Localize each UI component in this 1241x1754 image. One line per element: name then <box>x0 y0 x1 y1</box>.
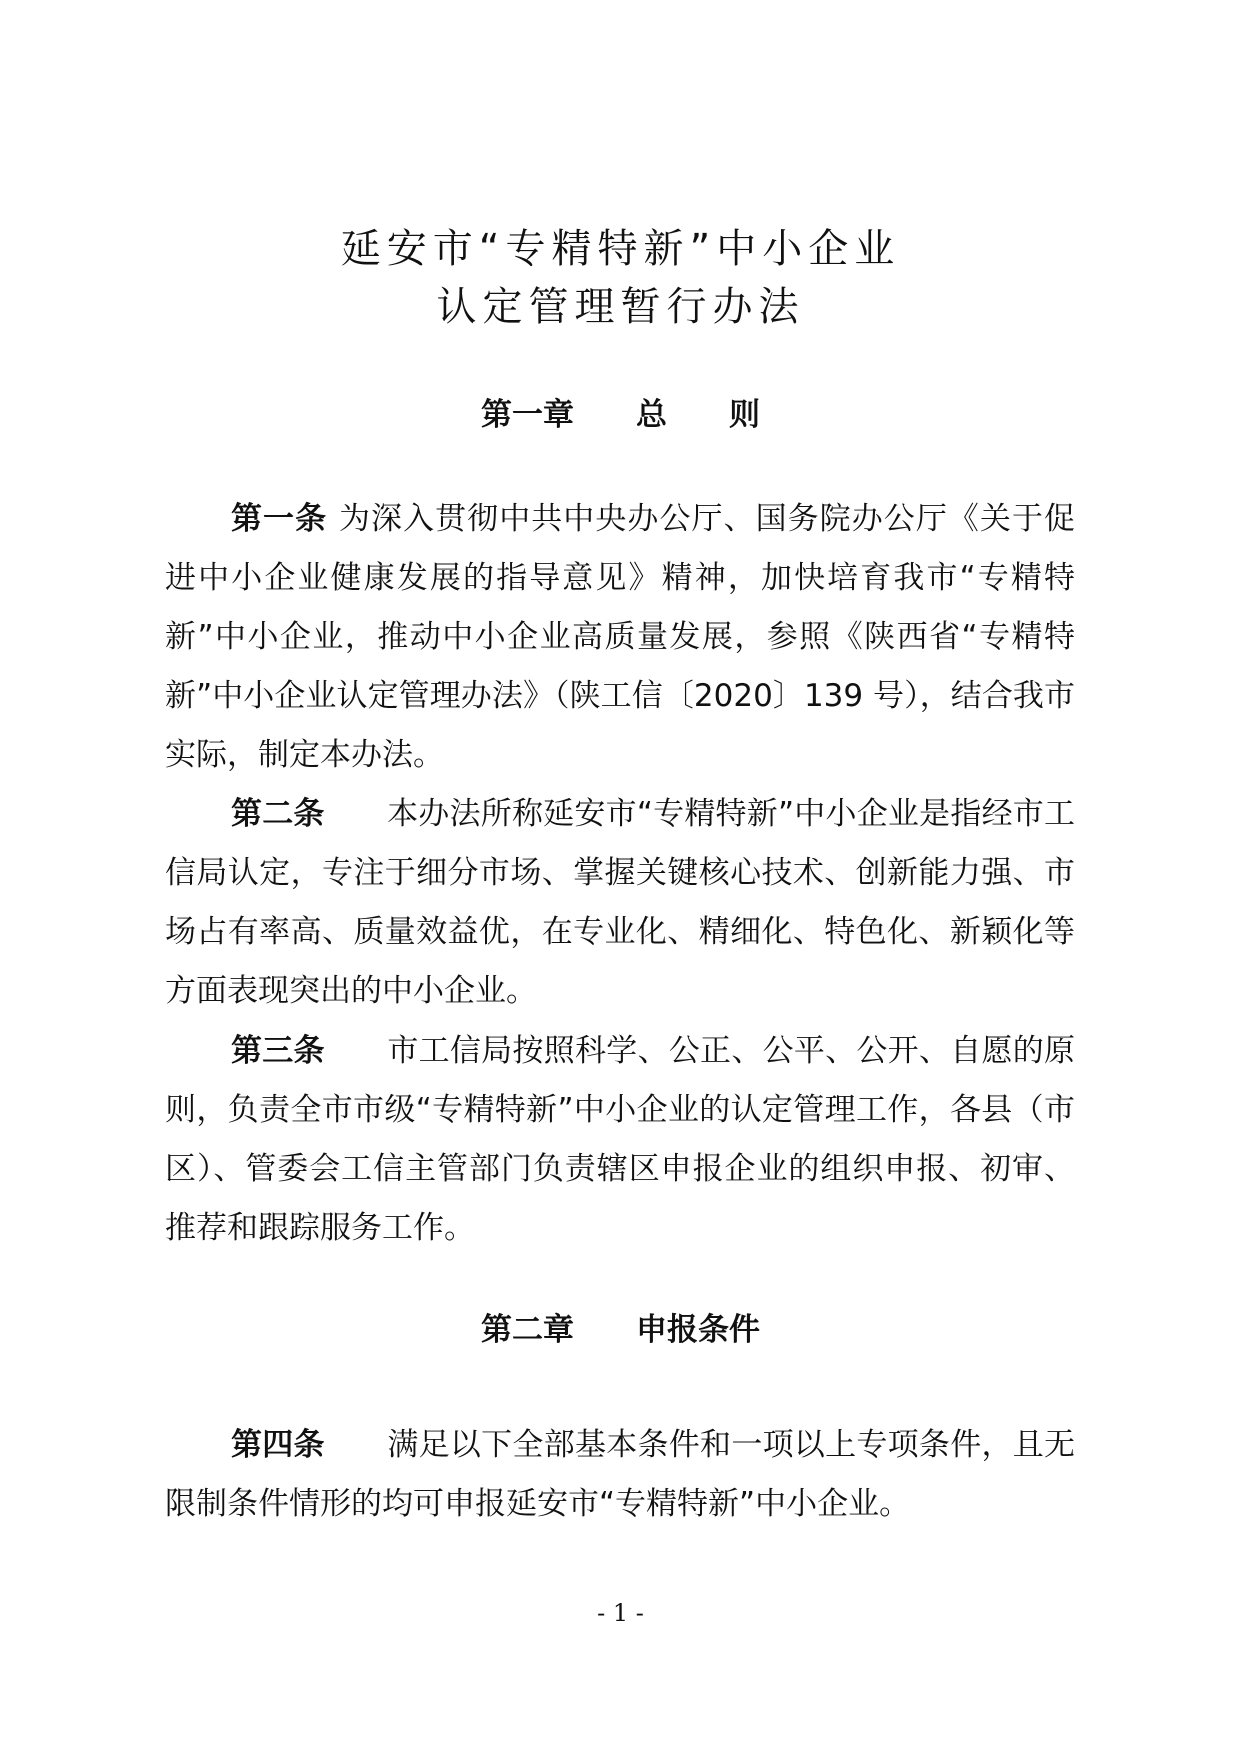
article-number: 第三条 <box>231 1033 325 1069</box>
article-separator <box>325 1427 388 1463</box>
article-text: 市工信局按照科学、公正、公平、公开、自愿的原则，负责全市市级“专精特新”中小企业的认定管理工作，各县（市区）、管委会工信主管部门负责辖区申报企业的组织申报、初审、推荐和跟踪服务工作。 <box>165 1033 1076 1246</box>
page-number: - 1 - <box>597 1599 644 1627</box>
article-paragraph-3 <box>165 1022 1075 1258</box>
article-number: 第二条 <box>231 796 325 832</box>
document-title-line-2: 认定管理暂行办法 <box>436 284 805 330</box>
chapter-heading-1: 第一章 总 则 <box>481 397 760 433</box>
chapter-heading-2: 第二章 申报条件 <box>481 1312 760 1348</box>
document-title-line-1: 延安市“专精特新”中小企业 <box>340 226 901 272</box>
article-separator <box>325 1033 388 1069</box>
article-number: 第四条 <box>231 1427 325 1463</box>
article-separator <box>325 796 387 832</box>
article-text: 本办法所称延安市“专精特新”中小企业是指经市工信局认定，专注于细分市场、掌握关键核心技术、创新能力强、市场占有率高、质量效益优，在专业化、精细化、特色化、新颖化等方面表现突出的中小企业。 <box>165 796 1075 1009</box>
article-paragraph-4 <box>165 1416 1075 1534</box>
article-text: 满足以下全部基本条件和一项以上专项条件，且无限制条件情形的均可申报延安市“专精特新”中小企业。 <box>165 1427 1076 1522</box>
article-text: 为深入贯彻中共中央办公厅、国务院办公厅《关于促进中小企业健康发展的指导意见》精神，加快培育我市“专精特新”中小企业，推动中小企业高质量发展，参照《陕西省“专精特新”中小企业认定管理办法》（陕工信〔2020〕139 号），结合我市实际，制定本办法。 <box>165 501 1075 773</box>
article-number: 第一条 <box>231 501 328 537</box>
article-paragraph-2 <box>165 785 1075 1021</box>
article-paragraph-1 <box>165 490 1075 785</box>
article-separator <box>327 501 339 537</box>
